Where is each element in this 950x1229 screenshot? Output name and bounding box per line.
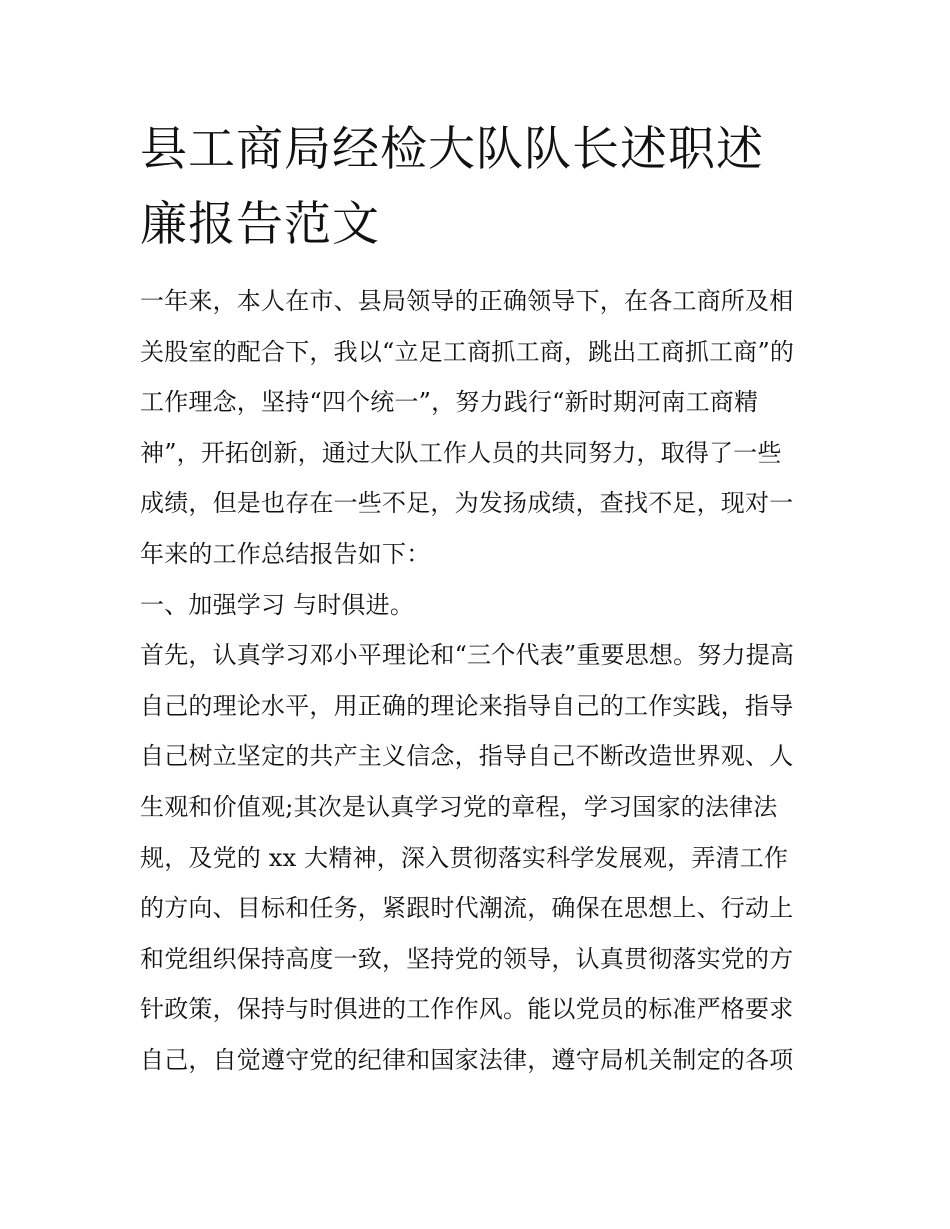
body-line: 规，及党的 xx 大精神，深入贯彻落实科学发展观，弄清工作 bbox=[140, 843, 789, 872]
document-body bbox=[140, 276, 820, 1086]
body-line: 自己树立坚定的共产主义信念，指导自己不断改造世界观、人 bbox=[140, 742, 794, 771]
title-line: 廉报告范文 bbox=[140, 197, 380, 252]
body-line: 针政策，保持与时俱进的工作作风。能以党员的标准严格要求 bbox=[140, 995, 794, 1024]
body-line: 生观和价值观;其次是认真学习党的章程，学习国家的法律法 bbox=[140, 792, 778, 821]
body-line: 工作理念，坚持“四个统一”，努力践行“新时期河南工商精 bbox=[140, 388, 759, 417]
body-line: 自己，自觉遵守党的纪律和国家法律，遵守局机关制定的各项 bbox=[140, 1045, 794, 1074]
title-line: 县工商局经检大队队长述职述 bbox=[140, 122, 764, 177]
body-line: 成绩，但是也存在一些不足，为发扬成绩，查找不足，现对一 bbox=[140, 489, 794, 518]
body-line: 和党组织保持高度一致，坚持党的领导，认真贯彻落实党的方 bbox=[140, 944, 794, 973]
section-heading: 一、加强学习 与时俱进。 bbox=[140, 590, 415, 619]
body-line: 年来的工作总结报告如下： bbox=[140, 539, 431, 568]
document-title bbox=[140, 112, 820, 262]
body-line: 关股室的配合下，我以“立足工商抓工商，跳出工商抓工商”的 bbox=[140, 337, 795, 366]
body-line: 首先，认真学习邓小平理论和“三个代表”重要思想。努力提高 bbox=[140, 641, 795, 670]
body-line: 神”，开拓创新，通过大队工作人员的共同努力，取得了一些 bbox=[140, 438, 782, 467]
body-line: 自己的理论水平，用正确的理论来指导自己的工作实践，指导 bbox=[140, 691, 794, 720]
body-line: 一年来，本人在市、县局领导的正确领导下，在各工商所及相 bbox=[140, 287, 794, 315]
body-line: 的方向、目标和任务，紧跟时代潮流，确保在思想上、行动上 bbox=[140, 894, 794, 923]
